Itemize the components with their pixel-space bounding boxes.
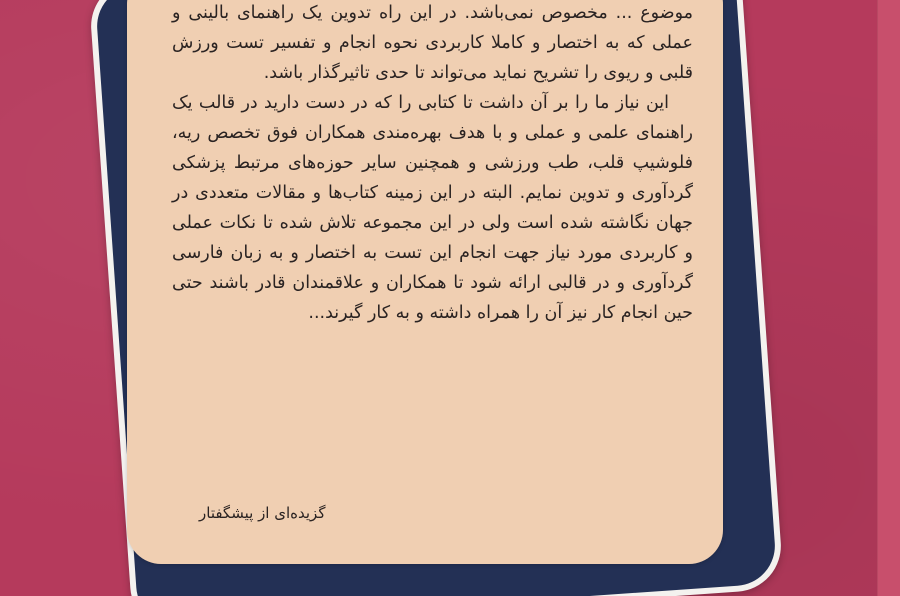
excerpt-paragraph-1: موضوع ... مخصوص نمی‌باشد. در این راه تدوین یک راهنمای بالینی و عملی که به اختصار و کاملا کاربردی نحوه انجام و تفسیر تست ورزش قلبی و ریوی را تشریح نماید می‌تواند تا حدی تاثیرگذار باشد.: [172, 3, 693, 83]
cover-edge-strip: [877, 0, 900, 596]
excerpt-paragraph-2: این نیاز ما را بر آن داشت تا کتابی را که در دست دارید در قالب یک راهنمای علمی و عملی و با هدف بهره‌مندی همکاران فوق تخصص ریه، فلوشیپ قلب، طب ورزشی و همچنین سایر حوزه‌های مرتبط پزشکی گردآوری و تدوین نمایم. البته در این زمینه کتاب‌ها و مقالات متعددی در جهان نگاشته شده است ولی در این مجموعه تلاش شده تا نکات عملی و کاربردی مورد نیاز جهت انجام این تست به اختصار و به زبان فارسی گردآوری و در قالبی ارائه شود تا همکاران و علاقمندان قادر باشند حتی حین انجام کار نیز آن را همراه داشته و به کار گیرند...: [172, 93, 693, 323]
excerpt-card: [127, 0, 723, 564]
excerpt-body: [172, 0, 693, 328]
excerpt-caption: گزیده‌ای از پیشگفتار: [199, 504, 326, 522]
